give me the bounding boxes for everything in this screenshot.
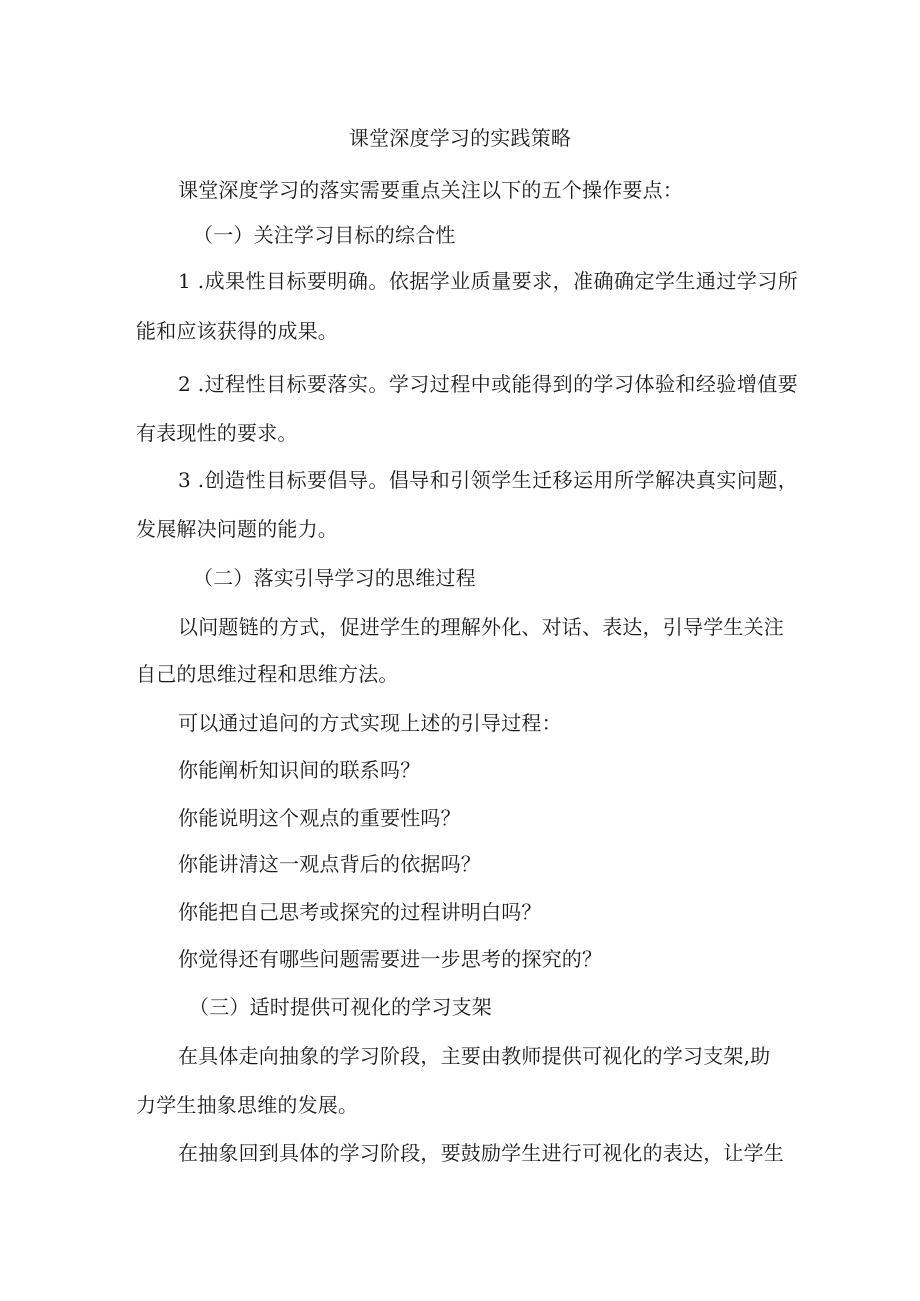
item-1-line-1: 1 .成果性目标要明确。依据学业质量要求，准确确定学生通过学习所 [178, 269, 798, 293]
item-2-line-2: 有表现性的要求。 [136, 421, 298, 445]
section-3-para-1-line-2: 力学生抽象思维的发展。 [136, 1093, 359, 1117]
section-2-para-1-line-2: 自己的思维过程和思维方法。 [136, 662, 399, 686]
section-1-heading: （一）关注学习目标的综合性 [193, 223, 456, 247]
intro-paragraph: 课堂深度学习的落实需要重点关注以下的五个操作要点： [178, 178, 683, 202]
question-item: 你能把自己思考或探究的过程讲明白吗？ [178, 900, 542, 924]
item-2-line-1: 2 .过程性目标要落实。学习过程中或能得到的学习体验和经验增值要 [178, 372, 798, 396]
question-item: 你能阐析知识间的联系吗？ [178, 758, 421, 782]
item-3-line-1: 3 .创造性目标要倡导。倡导和引领学生迁移运用所学解决真实问题， [178, 468, 798, 492]
question-item: 你能说明这个观点的重要性吗？ [178, 806, 461, 830]
question-item: 你能讲清这一观点背后的依据吗？ [178, 852, 481, 876]
section-2-para-2: 可以通过追问的方式实现上述的引导过程： [178, 711, 562, 735]
question-item: 你觉得还有哪些问题需要进一步思考的探究的？ [178, 947, 603, 971]
section-3-para-2-line-1: 在抽象回到具体的学习阶段，要鼓励学生进行可视化的表达，让学生 [178, 1141, 784, 1165]
section-3-heading: （三）适时提供可视化的学习支架 [189, 995, 492, 1019]
section-2-heading: （二）落实引导学习的思维过程 [193, 566, 476, 590]
item-1-line-2: 能和应该获得的成果。 [136, 319, 338, 343]
section-3-para-1-line-1: 在具体走向抽象的学习阶段，主要由教师提供可视化的学习支架,助 [178, 1044, 771, 1068]
document-title: 课堂深度学习的实践策略 [348, 126, 572, 150]
item-3-line-2: 发展解决问题的能力。 [136, 517, 338, 541]
section-2-para-1-line-1: 以问题链的方式，促进学生的理解外化、对话、表达，引导学生关注 [178, 615, 784, 639]
